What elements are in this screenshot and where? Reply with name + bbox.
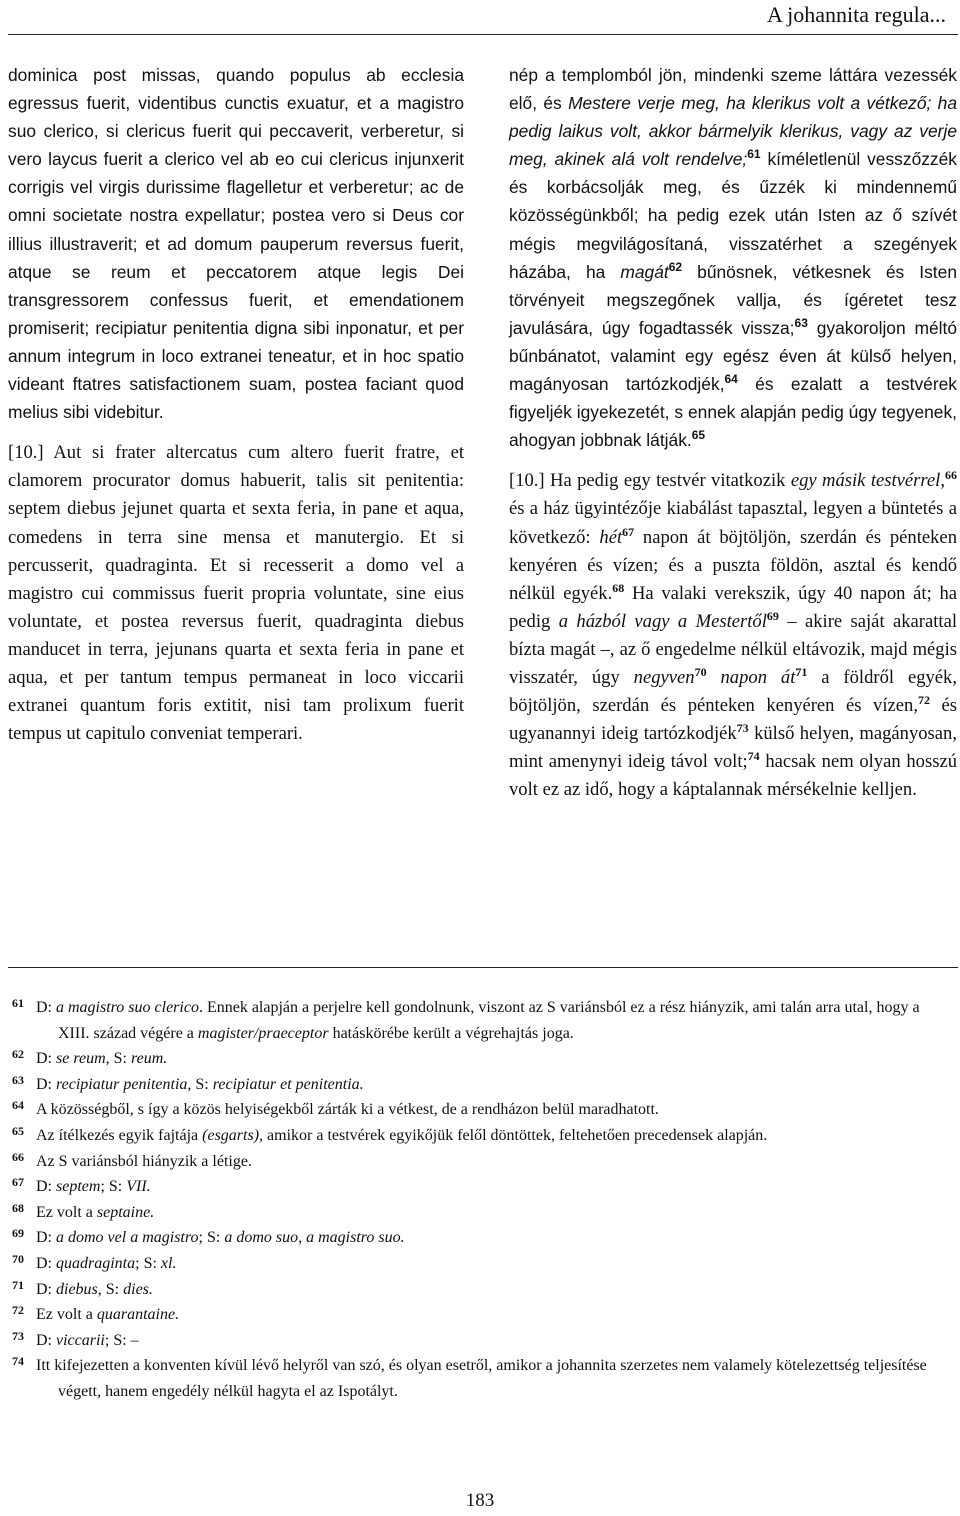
text-run: ; S:: [135, 1254, 161, 1272]
text-run: amikor a testvérek egyikőjük felől döntöttek, feltehetően precedensek alapján.: [263, 1126, 768, 1144]
footnote-ref[interactable]: 73: [736, 721, 749, 736]
text-run: napon át böjtöljön, szerdán és pénteken kenyéren és vízen; és a puszta földön, asztal és kendő nélkül egyék.: [509, 526, 957, 604]
text-run: D:: [36, 1050, 56, 1068]
italic-run: recipiatur et penitentia.: [212, 1075, 364, 1093]
italic-run: a domo suo, a magistro suo.: [224, 1229, 405, 1247]
hungarian-paragraph: [509, 467, 957, 804]
italic-run: reum.: [130, 1050, 168, 1068]
footnote: 72 Ez volt a quarantaine.: [12, 1303, 180, 1324]
italic-run: Mestere verje meg, ha klerikus volt a vétkező; ha pedig laikus volt, akkor bármelyik klerikus, vagy az verje meg, akinek alá volt rendelve;: [509, 93, 957, 170]
text-run: – akire saját akarattal bízta magát –, az ő engedelme nélkül eltávozik, majd mégis visszatér, úgy: [509, 610, 958, 688]
text-run: nép a templomból jön, mindenki szeme láttára vezessék elő, és: [509, 65, 957, 114]
italic-run: a domo vel a magistro: [56, 1229, 199, 1247]
text-run: bűnösnek, vétkesnek és Isten törvényeit megszegőnek vallja, és ígéretet tesz javulására, úgy fogadtassék vissza;: [509, 261, 957, 338]
italic-run: quadraginta: [56, 1254, 136, 1272]
italic-run: xl.: [160, 1254, 177, 1272]
text-run: Az S variánsból hiányzik a létige.: [36, 1152, 252, 1170]
italic-run: egy másik testvérrel,: [790, 470, 945, 492]
text-run: , S:: [97, 1280, 124, 1298]
footnote-ref[interactable]: 63: [794, 315, 808, 330]
footnote-ref[interactable]: 69: [766, 608, 779, 623]
italic-run: napon át: [720, 666, 796, 688]
running-header: A johannita regula...: [766, 2, 946, 27]
text-run: Az ítélkezés egyik fajtája: [36, 1126, 203, 1144]
text-run: . Ennek alapján a perjelre kell gondolnunk, viszont az S variánsból ez a rész hiányzik, ami talán arra utal, hogy a XIII. század végére a: [58, 999, 920, 1042]
text-run: kíméletlenül vesszőzzék és korbácsolják meg, és űzzék ki mindennemű közösségünkből; ha pedig ezek után Isten az ő szívét mégis megvilágosítaná, visszatérhet a szegények házába, ha: [509, 149, 957, 282]
text-run: , S:: [187, 1075, 213, 1093]
footnote: 74 Itt kifejezetten a konventen kívül lévő helyről van szó, és olyan esetről, amikor a johannita szerzetes nem valamely kötelezettség teljesítése végett, hanem engedély nélkül hagyta el az Ispotályt.: [12, 1354, 927, 1400]
italic-run: viccarii: [56, 1331, 105, 1349]
page-number: 183: [465, 1490, 495, 1511]
footnote-ref[interactable]: 61: [747, 147, 761, 162]
text-run: , S:: [105, 1050, 131, 1068]
footnotes: [12, 995, 932, 1405]
text-run: D:: [36, 1254, 56, 1272]
italic-run: a magistro suo clerico: [56, 999, 199, 1016]
footnote-ref[interactable]: 68: [612, 580, 625, 595]
text-run: Ez volt a: [36, 1306, 97, 1324]
footnote: 63 D: recipiatur penitentia, S: recipiatur et penitentia.: [12, 1072, 364, 1093]
footnote-ref[interactable]: 70: [694, 664, 707, 679]
italic-run: septaine.: [96, 1203, 155, 1221]
text-run: Ez volt a: [36, 1203, 97, 1221]
text-run: és a ház ügyintézője kiabálást tapasztal, legyen a büntetés a következő:: [509, 498, 957, 548]
italic-run: diebus: [56, 1280, 98, 1298]
footnote: 67 D: septem; S: VII.: [12, 1175, 151, 1196]
footnote: 62 D: se reum, S: reum.: [12, 1047, 168, 1068]
text-run: külső helyen, magányosan, mint amenynyi ideig távol volt;: [509, 723, 957, 773]
italic-run: se reum: [56, 1050, 106, 1068]
italic-run: dies.: [123, 1280, 153, 1298]
text-run: Itt kifejezetten a konventen kívül lévő helyről van szó, és olyan esetről, amikor a johannita szerzetes nem valamely kötelezettség teljesítése végett, hanem engedély nélkül hagyta el az Ispotályt.: [36, 1357, 927, 1400]
text-run: D:: [36, 1280, 56, 1298]
header-rule: [8, 34, 958, 35]
footnote: 70 D: quadraginta; S: xl.: [12, 1251, 177, 1272]
footnote-ref[interactable]: 64: [724, 372, 738, 387]
footnote-rule: [8, 967, 958, 968]
latin-paragraph: [10.] Aut si frater altercatus cum altero fuerit fratre, et clamorem procurator domus habuerit, talis sit penitentia: septem diebus jejunet quarta et sexta feria, in pane et aqua, comedens in terra sine mensa et manutergio. Et si percusserit, quadraginta. Et si recesserit a domo vel a magistro cui commissus fuerit propria voluntate, sine eius voluntate, et postea reversus fuerit, quadraginta diebus manducet in terra, jejunans quarta et sexta feria in pane et aqua, et per tantum tempus permaneat in loco viccarii extranei quantum foris extitit, nisi tam prolixum fuerit tempus ut capitulo conveniat temperari.: [8, 442, 464, 745]
hungarian-paragraph: [509, 61, 957, 454]
text-run: és ezalatt a testvérek figyeljék igyekezetét, s ennek alapján pedig úgy tegyenek, ahogyan jobbnak látják.: [509, 374, 957, 451]
italic-run: a házból vagy a Mestertől: [558, 610, 767, 632]
footnote: 66 Az S variánsból hiányzik a létige.: [12, 1149, 252, 1170]
text-run: Ha valaki verekszik, úgy 40 napon át; ha pedig: [509, 582, 957, 632]
footnote: 71 D: diebus, S: dies.: [12, 1277, 153, 1298]
footnote-ref[interactable]: 74: [747, 749, 760, 764]
text-run: D:: [36, 1075, 56, 1093]
text-run: és ugyanannyi ideig tartózkodjék: [509, 695, 957, 745]
text-run: ; S:: [100, 1178, 127, 1196]
hungarian-column: [509, 61, 957, 804]
text-run: D:: [36, 1178, 56, 1196]
latin-paragraph: dominica post missas, quando populus ab ecclesia egressus fuerit, videntibus cunctis exuatur, et a magistro suo clerico, si clericus fuerit qui peccaverit, verberetur, si vero laycus fuerit a clerico vel ab eo cui clericus injunxerit corrigis vel virgis durissime flagelletur et verberetur; ac de omni societate nostra expellatur; postea vero si Deus cor illius illustraverit; et ad domum pauperum reversus fuerit, atque se reum et peccatorem atque legis Dei transgressorem confessus fuerit, et emendationem promiserit; recipiatur penitentia digna sibi inponatur, et per annum integrum in loco extranei teneatur, et in hoc spatio videant ftatres satisfactionem suam, postea faciant quod melius sibi videbitur.: [8, 65, 464, 423]
italic-run: magister/praeceptor: [197, 1024, 329, 1042]
footnote: 69 D: a domo vel a magistro; S: a domo suo, a magistro suo.: [12, 1226, 405, 1247]
footnote-ref[interactable]: 66: [945, 468, 957, 483]
text-run: [707, 667, 721, 688]
latin-column: [8, 61, 464, 748]
text-run: a földről egyék, böjtöljön, szerdán és pénteken kenyéren és vízen,: [509, 666, 957, 717]
text-run: hacsak nem olyan hosszú volt ez az idő, hogy a káptalannak mérsékelnie kelljen.: [509, 751, 957, 801]
text-run: D:: [36, 999, 56, 1016]
footnote: 68 Ez volt a septaine.: [12, 1200, 155, 1221]
italic-run: recipiatur penitentia: [56, 1075, 188, 1093]
text-run: D:: [36, 1229, 56, 1247]
footnote: 65 Az ítélkezés egyik fajtája (esgarts), amikor a testvérek egyikőjük felől döntöttek, feltehetően precedensek alapján.: [12, 1123, 768, 1144]
text-run: [10.] Ha pedig egy testvér vitatkozik: [509, 470, 791, 492]
italic-run: (esgarts),: [202, 1126, 264, 1144]
text-run: gyakoroljon méltó bűnbánatot, valamint egy egész éven át külső helyen, magányosan tartózkodjék,: [509, 317, 957, 395]
italic-run: magát: [620, 261, 669, 282]
footnote-ref[interactable]: 62: [668, 259, 683, 274]
footnote: 61 D: a magistro suo clerico. Ennek alapján a perjelre kell gondolnunk, viszont az S variánsból ez a rész hiányzik, ami talán arra utal, hogy a XIII. század végére a magister/praeceptor hatáskörébe került a végrehajtás joga.: [12, 996, 920, 1042]
text-run: hatáskörébe került a végrehajtás joga.: [328, 1024, 574, 1042]
italic-run: septem: [56, 1178, 101, 1196]
footnote-ref[interactable]: 72: [917, 693, 930, 708]
italic-run: quarantaine.: [96, 1306, 180, 1324]
text-run: A közösségből, s így a közös helyiségekből zárták ki a vétkest, de a rendházon belül maradhatott.: [36, 1101, 659, 1119]
footnote: 64 A közösségből, s így a közös helyiségekből zárták ki a vétkest, de a rendházon belül maradhatott.: [12, 1098, 659, 1119]
footnote-ref[interactable]: 67: [622, 524, 635, 539]
footnote: 73 D: viccarii; S: –: [12, 1328, 139, 1349]
footnote-ref[interactable]: 65: [691, 428, 706, 443]
text-run: ; S: –: [104, 1331, 139, 1349]
italic-run: hét: [599, 526, 623, 548]
footnote-ref[interactable]: 71: [795, 664, 808, 679]
italic-run: negyven: [633, 666, 695, 688]
italic-run: VII.: [126, 1178, 151, 1196]
text-run: D:: [36, 1331, 56, 1349]
text-run: ; S:: [198, 1229, 225, 1247]
